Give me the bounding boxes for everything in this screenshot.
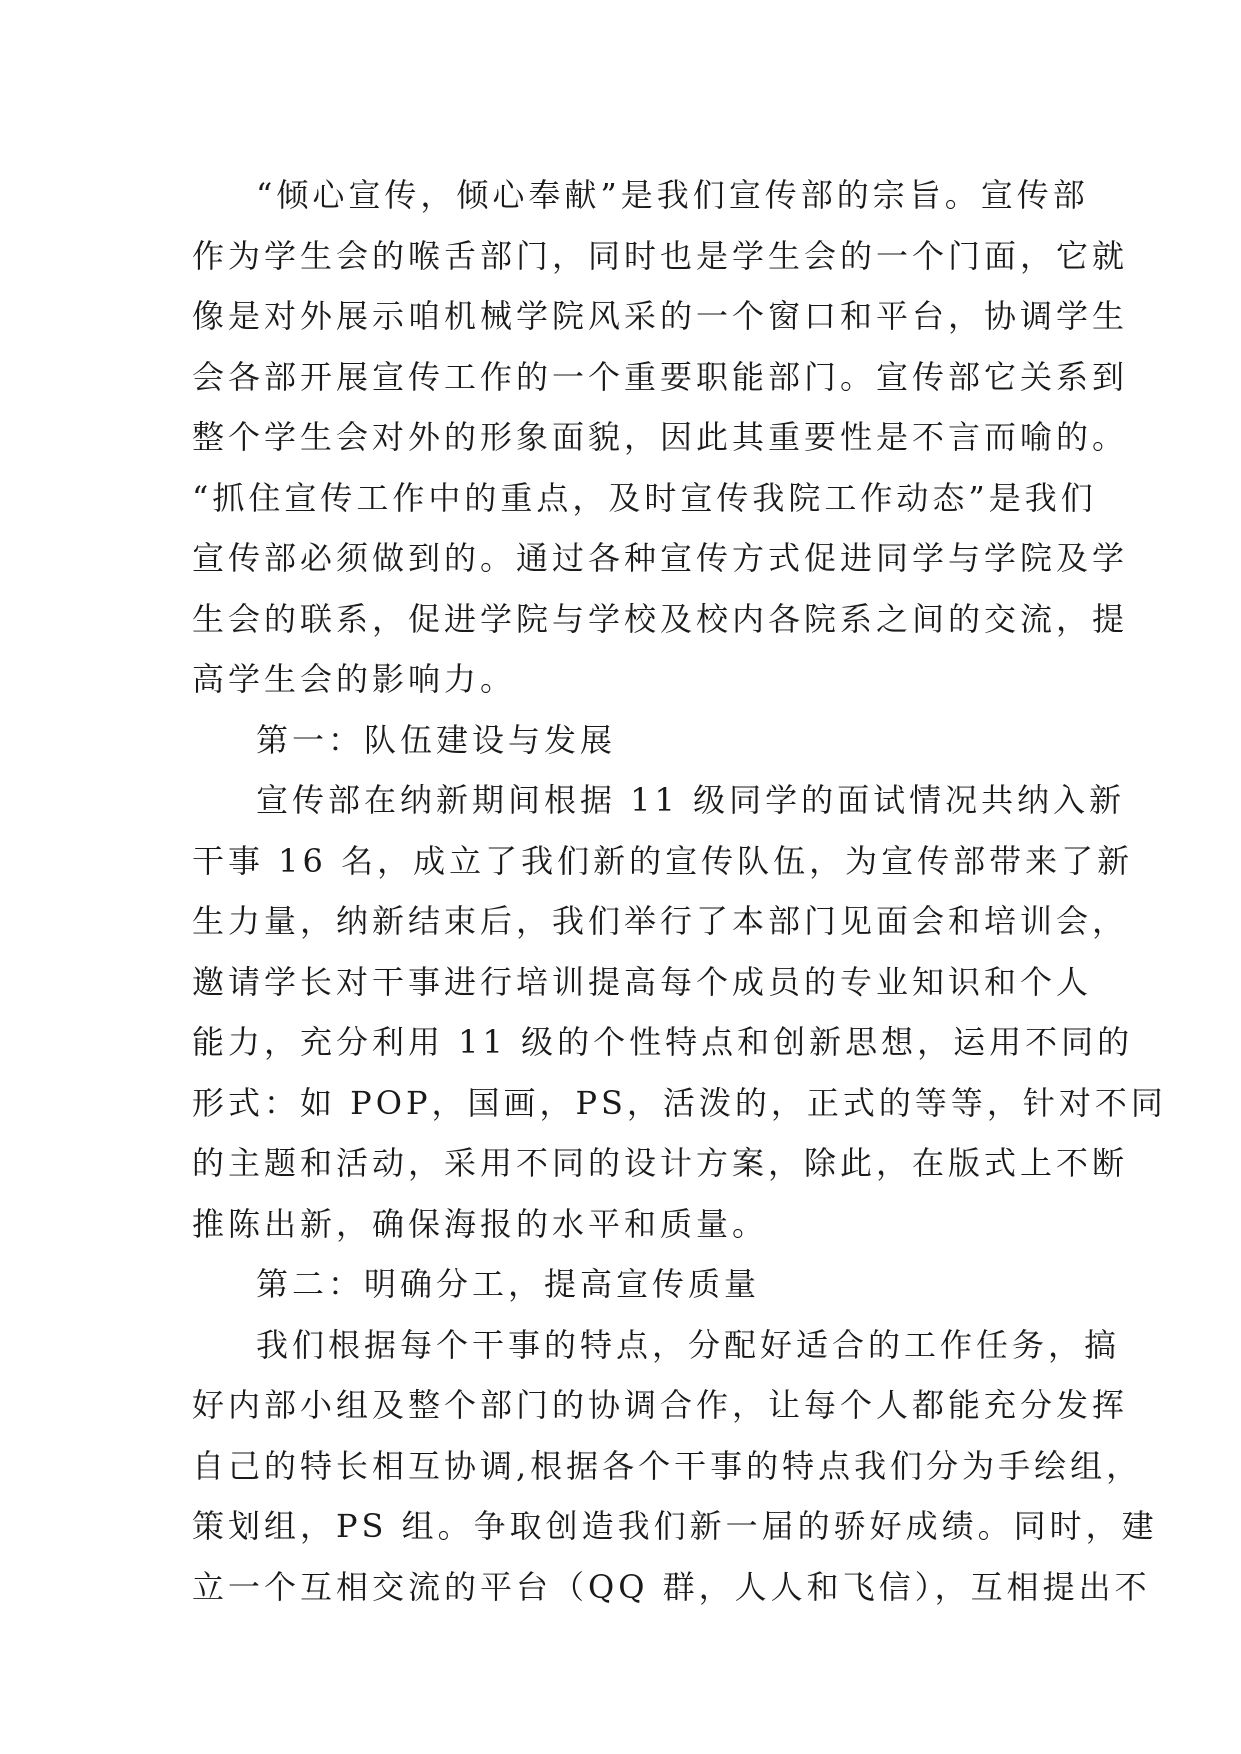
text-line: 能力，充分利用 11 级的个性特点和创新思想，运用不同的 <box>192 1023 1134 1061</box>
text-line: 像是对外展示咱机械学院风采的一个窗口和平台，协调学生 <box>192 297 1129 335</box>
text-line: 形式：如 POP，国画，PS，活泼的，正式的等等，针对不同 <box>192 1083 1167 1122</box>
text-line: 推陈出新，确保海报的水平和质量。 <box>192 1204 769 1243</box>
text-line: 邀请学长对干事进行培训提高每个成员的专业知识和个人 <box>192 962 1093 1001</box>
text-line: 立一个互相交流的平台（QQ 群，人人和飞信），互相提出不 <box>192 1567 1151 1606</box>
section-heading: 第一：队伍建设与发展 <box>256 720 617 759</box>
document-body <box>192 165 1167 1617</box>
text-line: 我们根据每个干事的特点，分配好适合的工作任务，搞 <box>256 1325 1121 1364</box>
text-line: 干事 16 名，成立了我们新的宣传队伍，为宣传部带来了新 <box>192 841 1134 880</box>
text-line: “抓住宣传工作中的重点，及时宣传我院工作动态”是我们 <box>192 478 1097 517</box>
text-line: 策划组，PS 组。争取创造我们新一届的骄好成绩。同时，建 <box>192 1507 1158 1545</box>
text-line: 生会的联系，促进学院与学校及校内各院系之间的交流，提 <box>192 599 1129 638</box>
text-line: 宣传部必须做到的。通过各种宣传方式促进同学与学院及学 <box>192 539 1129 577</box>
text-line: 宣传部在纳新期间根据 11 级同学的面试情况共纳入新 <box>256 781 1126 819</box>
text-line: 的主题和活动，采用不同的设计方案，除此，在版式上不断 <box>192 1144 1129 1182</box>
text-line: 作为学生会的喉舌部门，同时也是学生会的一个门面，它就 <box>192 236 1129 275</box>
text-line: 会各部开展宣传工作的一个重要职能部门。宣传部它关系到 <box>192 357 1129 396</box>
text-line: 好内部小组及整个部门的协调合作，让每个人都能充分发挥 <box>192 1386 1129 1424</box>
text-line: “倾心宣传，倾心奉献”是我们宣传部的宗旨。宣传部 <box>256 176 1089 214</box>
text-line: 整个学生会对外的形象面貌，因此其重要性是不言而喻的。 <box>192 418 1129 456</box>
section-heading: 第二：明确分工，提高宣传质量 <box>256 1265 761 1303</box>
text-line: 高学生会的影响力。 <box>192 660 517 698</box>
text-line: 生力量，纳新结束后，我们举行了本部门见面会和培训会， <box>192 902 1129 940</box>
text-line: 自己的特长相互协调,根据各个干事的特点我们分为手绘组， <box>192 1446 1143 1485</box>
